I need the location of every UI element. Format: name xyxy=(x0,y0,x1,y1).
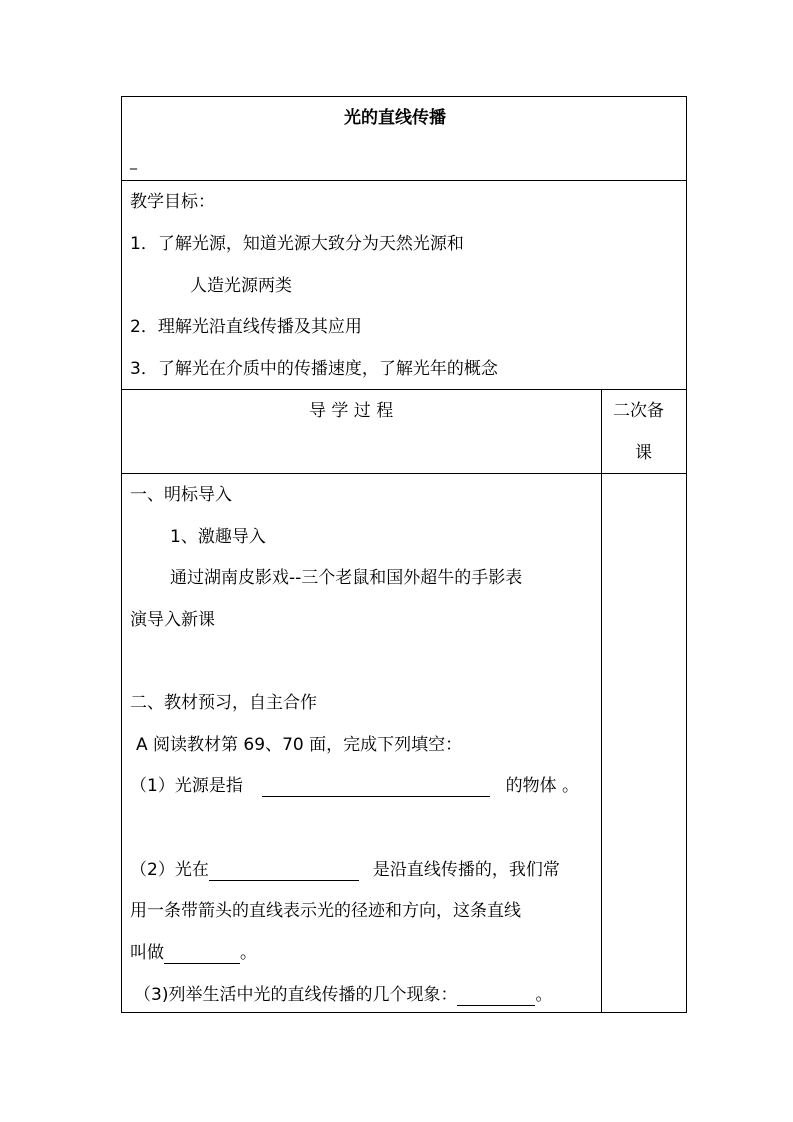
page-title: 光的直线传播 xyxy=(344,108,446,128)
section1-sub: 1、激趣导入 xyxy=(170,527,266,547)
question-2-line2: 用一条带箭头的直线表示光的径迹和方向，这条直线 xyxy=(130,901,521,921)
question-2-suffix: 是沿直线传播的，我们常 xyxy=(372,860,560,880)
objectives-heading: 教学目标： xyxy=(130,192,215,212)
question-1-suffix: 的物体 。 xyxy=(505,776,580,796)
question-2-prefix: （2）光在 xyxy=(130,860,209,880)
title-mark: _ xyxy=(130,154,137,170)
question-3-prefix: （3)列举生活中光的直线传播的几个现象： xyxy=(134,985,458,1005)
objective-item-2: 2．理解光沿直线传播及其应用 xyxy=(130,317,362,337)
question-1-prefix: （1）光源是指 xyxy=(130,776,243,796)
row-divider-title xyxy=(122,180,686,181)
question-2-line3-prefix: 叫做 xyxy=(130,943,164,963)
section2-heading: 二、教材预习，自主合作 xyxy=(130,693,317,713)
section1-text-line1: 通过湖南皮影戏--三个老鼠和国外超牛的手影表 xyxy=(170,568,523,588)
question-3 xyxy=(134,984,552,1006)
question-2-blank-2[interactable] xyxy=(164,945,240,964)
section1-heading: 一、明标导入 xyxy=(130,485,232,505)
question-3-blank[interactable] xyxy=(457,987,535,1006)
section2-task: A 阅读教材第 69、70 面，完成下列填空： xyxy=(136,735,463,755)
objective-item-1: 1．了解光源，知道光源大致分为天然光源和 xyxy=(130,234,464,254)
question-2-line3-suffix: 。 xyxy=(240,943,257,963)
question-2-line3 xyxy=(130,942,257,964)
objective-item-3: 3．了解光在介质中的传播速度，了解光年的概念 xyxy=(130,359,498,379)
question-2 xyxy=(130,859,560,881)
section1-text-line2: 演导入新课 xyxy=(130,610,215,630)
question-2-blank[interactable] xyxy=(209,862,359,881)
prep-column-divider xyxy=(601,389,602,1012)
question-3-suffix: 。 xyxy=(535,985,553,1005)
question-1-blank[interactable] xyxy=(262,778,490,797)
process-header: 导 学 过 程 xyxy=(309,401,394,421)
question-1 xyxy=(130,775,579,797)
prep-header-line1: 二次备 xyxy=(613,401,664,421)
objective-item-1-cont: 人造光源两类 xyxy=(190,276,292,296)
prep-header-line2: 课 xyxy=(635,443,652,463)
